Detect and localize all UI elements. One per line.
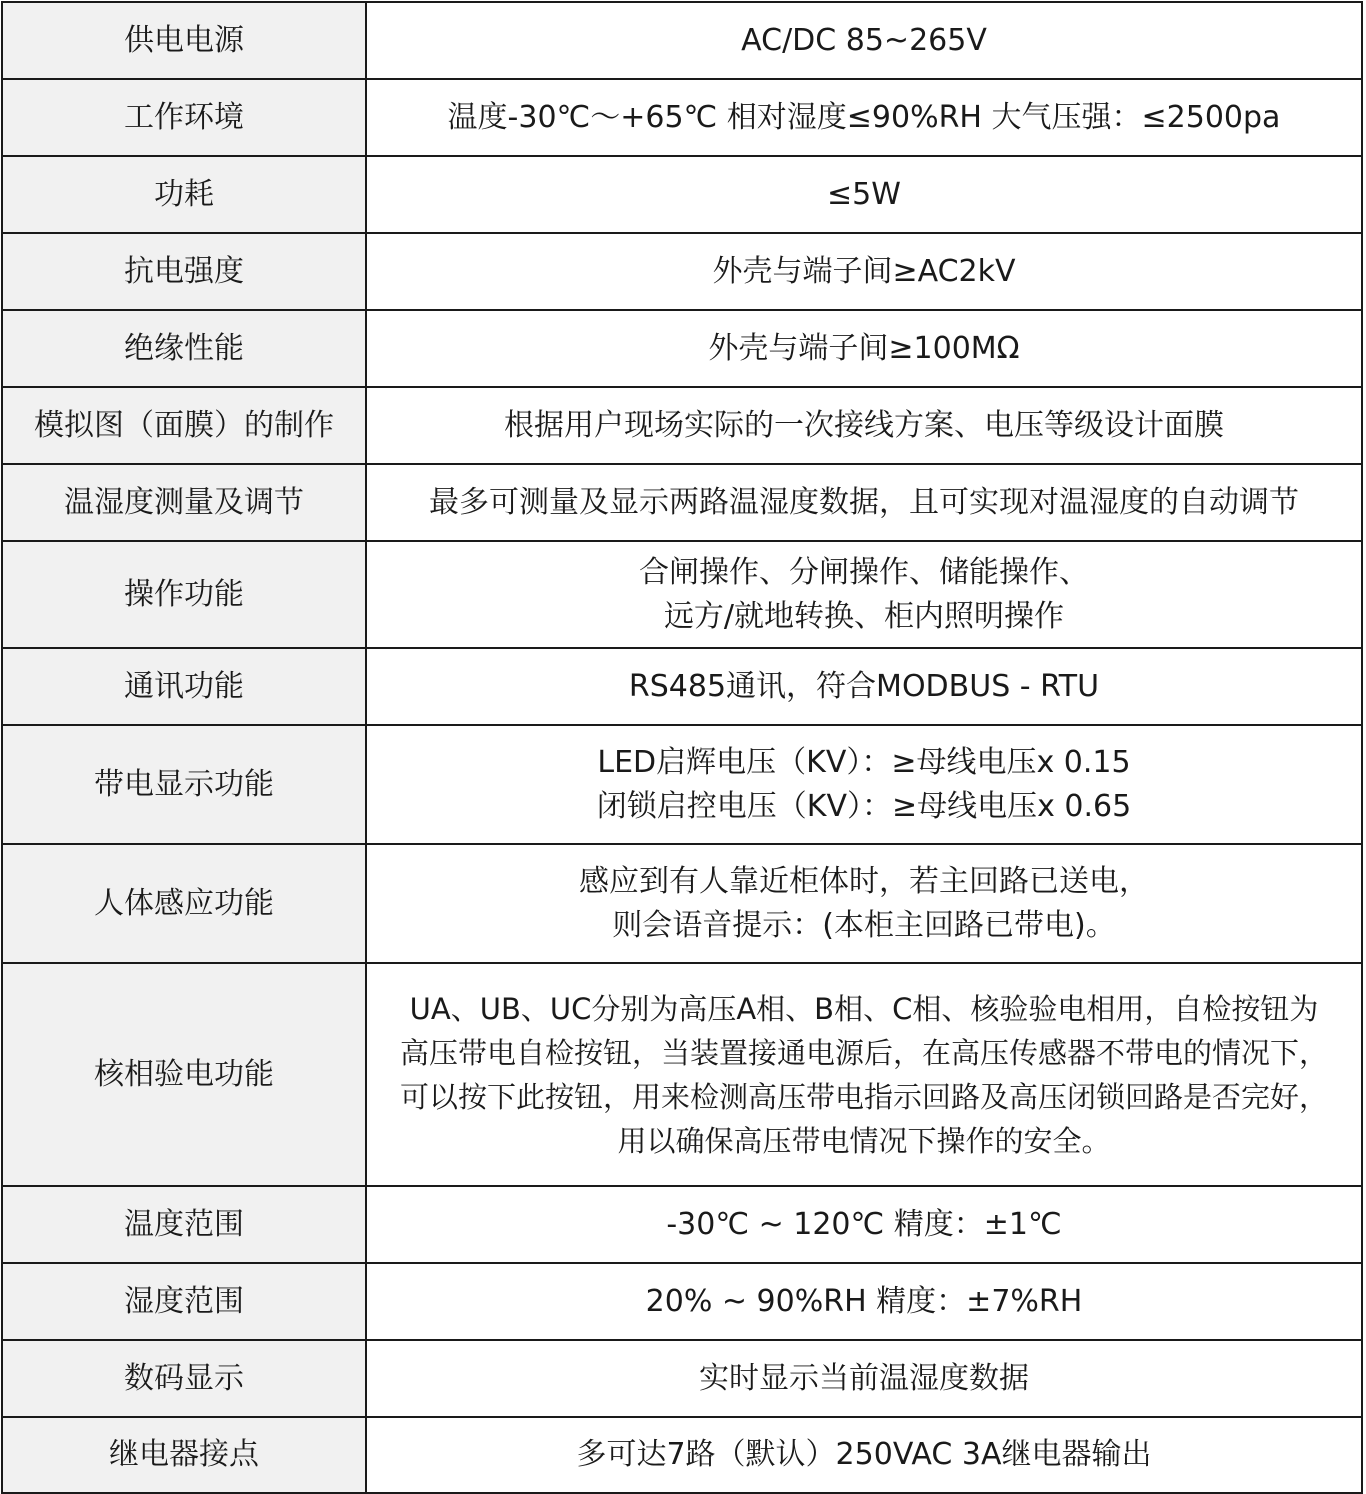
row-label: 模拟图（面膜）的制作 — [2, 387, 366, 464]
row-label: 继电器接点 — [2, 1417, 366, 1493]
table-row-digital-display — [2, 1340, 1362, 1417]
row-label: 湿度范围 — [2, 1263, 366, 1340]
row-label: 通讯功能 — [2, 648, 366, 725]
table-row-temperature-range — [2, 1186, 1362, 1263]
row-value: -30℃ ~ 120℃ 精度：±1℃ — [366, 1186, 1362, 1263]
table-row-environment — [2, 79, 1362, 156]
table-row-mimic-panel — [2, 387, 1362, 464]
row-label: 工作环境 — [2, 79, 366, 156]
table-row-dielectric-strength — [2, 233, 1362, 310]
row-label: 温湿度测量及调节 — [2, 464, 366, 541]
spec-table — [1, 1, 1363, 1494]
table-row-relay-contacts — [2, 1417, 1362, 1493]
row-value: 根据用户现场实际的一次接线方案、电压等级设计面膜 — [366, 387, 1362, 464]
row-label: 操作功能 — [2, 541, 366, 648]
row-value: LED启辉电压（KV）：≥母线电压x 0.15 闭锁启控电压（KV）：≥母线电压x 0.65 — [366, 725, 1362, 844]
row-value: 最多可测量及显示两路温湿度数据，且可实现对温湿度的自动调节 — [366, 464, 1362, 541]
row-label: 绝缘性能 — [2, 310, 366, 387]
row-label: 功耗 — [2, 156, 366, 233]
spec-table-body — [2, 2, 1362, 1493]
table-row-humidity-range — [2, 1263, 1362, 1340]
table-row-live-display — [2, 725, 1362, 844]
table-row-power-consumption — [2, 156, 1362, 233]
row-label: 带电显示功能 — [2, 725, 366, 844]
row-label: 人体感应功能 — [2, 844, 366, 963]
row-value: 温度-30℃～+65℃ 相对湿度≤90%RH 大气压强：≤2500pa — [366, 79, 1362, 156]
row-value: AC/DC 85~265V — [366, 2, 1362, 79]
row-value: 合闸操作、分闸操作、储能操作、 远方/就地转换、柜内照明操作 — [366, 541, 1362, 648]
table-row-insulation — [2, 310, 1362, 387]
table-row-human-sensing — [2, 844, 1362, 963]
row-value: 20% ~ 90%RH 精度：±7%RH — [366, 1263, 1362, 1340]
row-value: 外壳与端子间≥AC2kV — [366, 233, 1362, 310]
row-value: 多可达7路（默认）250VAC 3A继电器输出 — [366, 1417, 1362, 1493]
table-row-operation — [2, 541, 1362, 648]
row-label: 数码显示 — [2, 1340, 366, 1417]
row-label: 核相验电功能 — [2, 963, 366, 1186]
row-label: 抗电强度 — [2, 233, 366, 310]
table-row-temp-humidity-control — [2, 464, 1362, 541]
row-value: 外壳与端子间≥100MΩ — [366, 310, 1362, 387]
row-label: 供电电源 — [2, 2, 366, 79]
table-row-phase-check — [2, 963, 1362, 1186]
row-value: 实时显示当前温湿度数据 — [366, 1340, 1362, 1417]
table-row-communication — [2, 648, 1362, 725]
row-label: 温度范围 — [2, 1186, 366, 1263]
row-value: UA、UB、UC分别为高压A相、B相、C相、核验验电相用，自检按钮为 高压带电自检按钮，当装置接通电源后，在高压传感器不带电的情况下， 可以按下此按钮，用来检测高压带电指示回路及高压闭锁回路是否完好， 用以确保高压带电情况下操作的安全。 — [366, 963, 1362, 1186]
row-value: 感应到有人靠近柜体时，若主回路已送电， 则会语音提示：(本柜主回路已带电)。 — [366, 844, 1362, 963]
row-value: RS485通讯，符合MODBUS - RTU — [366, 648, 1362, 725]
row-value: ≤5W — [366, 156, 1362, 233]
table-row-power-supply — [2, 2, 1362, 79]
